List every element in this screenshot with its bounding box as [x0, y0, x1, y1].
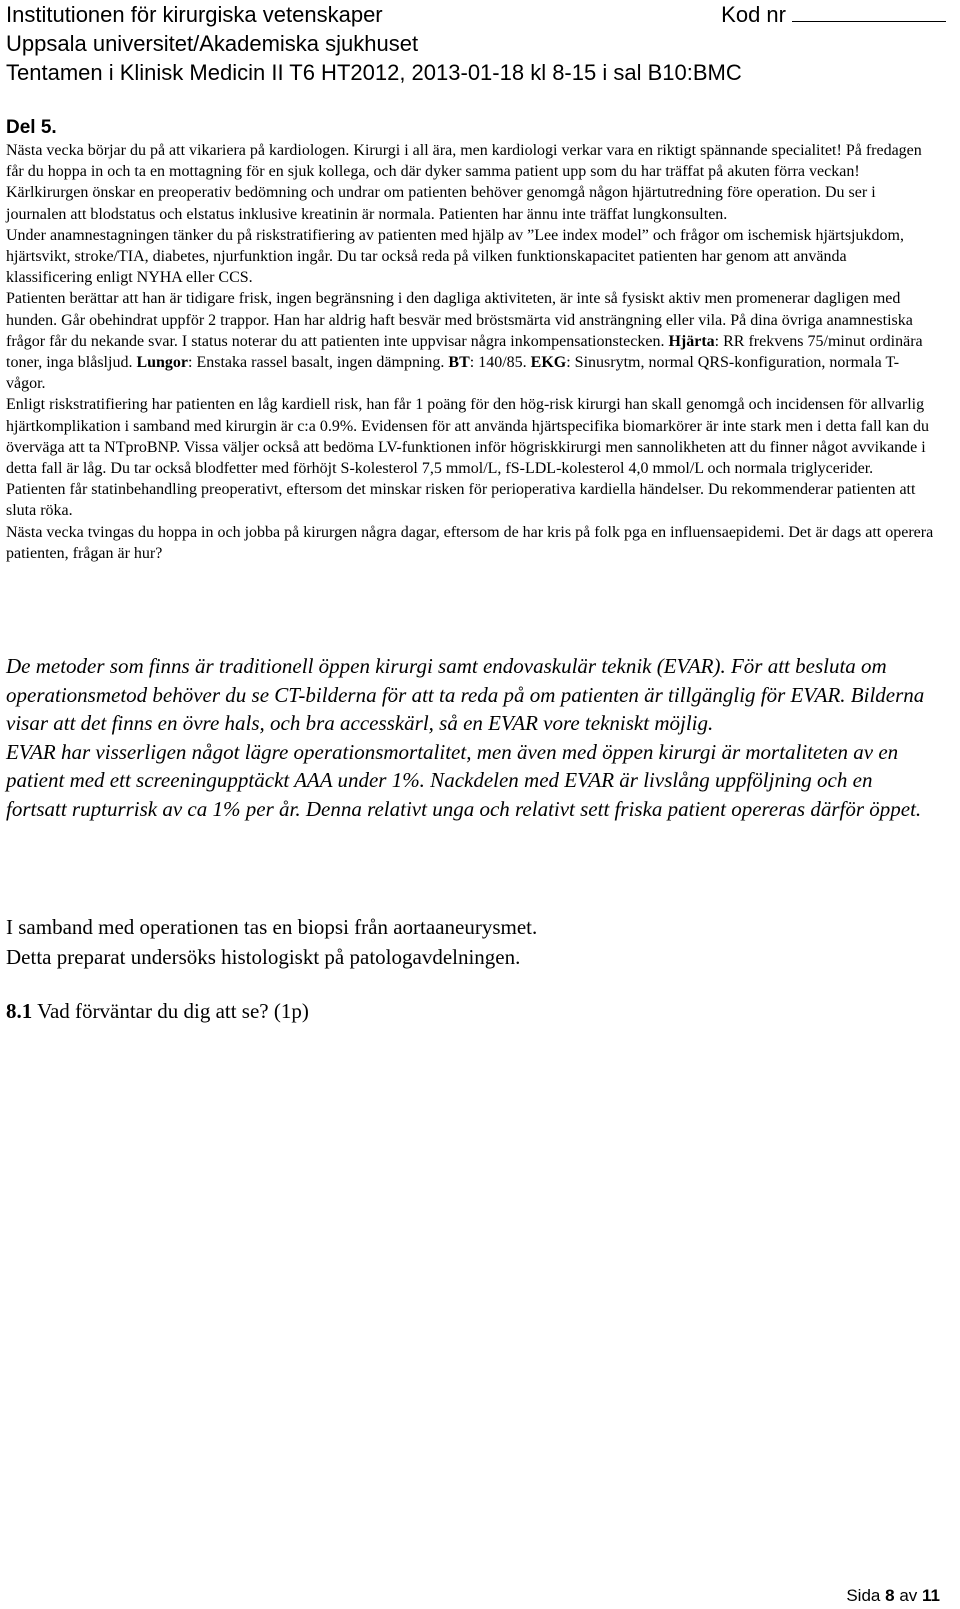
biopsy-text — [6, 912, 936, 972]
ekg-findings: : Sinusrytm, normal QRS-konfiguration, normala T-vågor. — [6, 354, 900, 393]
institution-name: Institutionen för kirurgiska vetenskaper — [6, 2, 383, 27]
lung-findings: : Enstaka rassel basalt, ingen dämpning. — [188, 354, 445, 372]
current-page-number: 8 — [885, 1586, 895, 1605]
code-number-field — [721, 0, 946, 29]
heart-findings: : RR frekvens 75/minut ordinära toner, inga blåsljud. — [6, 332, 923, 372]
page-label: Sida — [846, 1586, 881, 1605]
lung-label: Lungor — [136, 354, 189, 372]
page-footer — [846, 1586, 940, 1606]
case-paragraph-1: Nästa vecka börjar du på att vikariera på kardiologen. Kirurgi i all ära, men kardiologi verkar vara en riktigt spännande specialitet! På fredagen får du hoppa in och ta en mottagning för en sjuk kollega, och där dyker samma patient upp som du har träffat på akuten förra veckan! Kärlkirurgen önskar en preoperativ bedömning och undrar om patienten behöver genomgå någon hjärtutredning före operation. Du ser i journalen att blodstatus och elstatus inklusive kreatinin är normala. Patienten har ännu inte träffat lungkonsulten. — [6, 142, 922, 223]
case-paragraph-6: Nästa vecka tvingas du hoppa in och jobba på kirurgen några dagar, eftersom de har kris på folk pga en influensaepidemi. Det är dags att operera patienten, frågan är hur? — [6, 523, 934, 562]
case-paragraph-3-text: Patienten berättar att han är tidigare frisk, ingen begränsning i den dagliga aktiviteten, är inte så fysiskt aktiv men promenerar dagligen med hunden. Går obehindrat uppför 2 trappor. Han har aldrig haft besvär med bröstsmärta vid ansträngning eller vila. På dina övriga anamnestiska frågor får du nekande svar. I status noterar du att patienten inte uppvisar några inkompensationstecken. — [6, 290, 913, 350]
case-paragraph-4: Enligt riskstratifiering har patienten en låg kardiell risk, han får 1 poäng för den hög-risk kirurgi han skall genomgå och incidensen för allvarlig hjärtkomplikation i samband med kirurgin är c:a 0.9%. Evidensen för att använda hjärtspecifika biomarkörer är inte stark men i detta fall kan du överväga att ta NTproBNP. Vissa väljer också att bedöma LV-funktionen inför högriskkirurgi men sannolikheten att du finner något avvikande i detta fall är låg. Du tar också blodfetter med förhöjt S-kolesterol 7,5 mmol/L, fS-LDL-kolesterol 4,0 mmol/L och normala triglycerider. — [6, 396, 929, 478]
biopsy-line-2: Detta preparat undersöks histologiskt på patologavdelningen. — [6, 945, 521, 969]
section-title: Del 5. — [6, 117, 57, 138]
question-text: Vad förväntar du dig att se? (1p) — [32, 999, 309, 1023]
page-of-label: av — [899, 1586, 918, 1605]
case-paragraph-3 — [6, 288, 936, 394]
bt-value: : 140/85. — [469, 354, 527, 372]
page-header — [6, 0, 946, 87]
answer-paragraph-2: EVAR har visserligen något lägre operationsmortalitet, men även med öppen kirurgi är mortaliteten av en patient med ett screeningupptäckt AAA under 1%. Nackdelen med EVAR är livslång uppföljning och en fortsatt rupturrisk av ca 1% per år. Denna relativt unga och relativt sett friska patient opereras därför öppet. — [6, 739, 922, 821]
answer-block — [6, 652, 936, 824]
total-page-count: 11 — [922, 1586, 940, 1605]
answer-paragraph-1: De metoder som finns är traditionell öppen kirurgi samt endovaskulär teknik (EVAR). För att besluta om operationsmetod behöver du se CT-bilderna för att ta reda på om patienten är tillgänglig för EVAR. Bilderna visar att det finns en övre hals, och bra accesskärl, så en EVAR vore tekniskt möjlig. — [6, 654, 925, 736]
exam-title: Tentamen i Klinisk Medicin II T6 HT2012, 2013-01-18 kl 8-15 i sal B10:BMC — [6, 60, 742, 85]
question-8-1 — [6, 996, 936, 1026]
case-paragraph-5: Patienten får statinbehandling preoperativt, eftersom det minskar risken för perioperativa kardiella händelser. Du rekommenderar patienten att sluta röka. — [6, 481, 916, 520]
code-number-blank — [792, 1, 946, 22]
biopsy-line-1: I samband med operationen tas en biopsi från aortaaneurysmet. — [6, 915, 538, 939]
case-description — [6, 116, 936, 564]
case-paragraph-2: Under anamnestagningen tänker du på riskstratifiering av patienten med hjälp av ”Lee index model” och frågor om ischemisk hjärtsjukdom, hjärtsvikt, stroke/TIA, diabetes, njurfunktion ingår. Du tar också reda på vilken funktionskapacitet patienten har genom att använda klassificering enligt NYHA eller CCS. — [6, 226, 904, 287]
heart-label: Hjärta — [668, 332, 715, 350]
code-number-label: Kod nr — [721, 2, 786, 27]
question-number: 8.1 — [6, 999, 33, 1023]
ekg-label: EKG — [530, 354, 567, 372]
header-line-1 — [6, 0, 946, 29]
bt-label: BT — [448, 354, 470, 372]
university-name: Uppsala universitet/Akademiska sjukhuset — [6, 31, 419, 56]
